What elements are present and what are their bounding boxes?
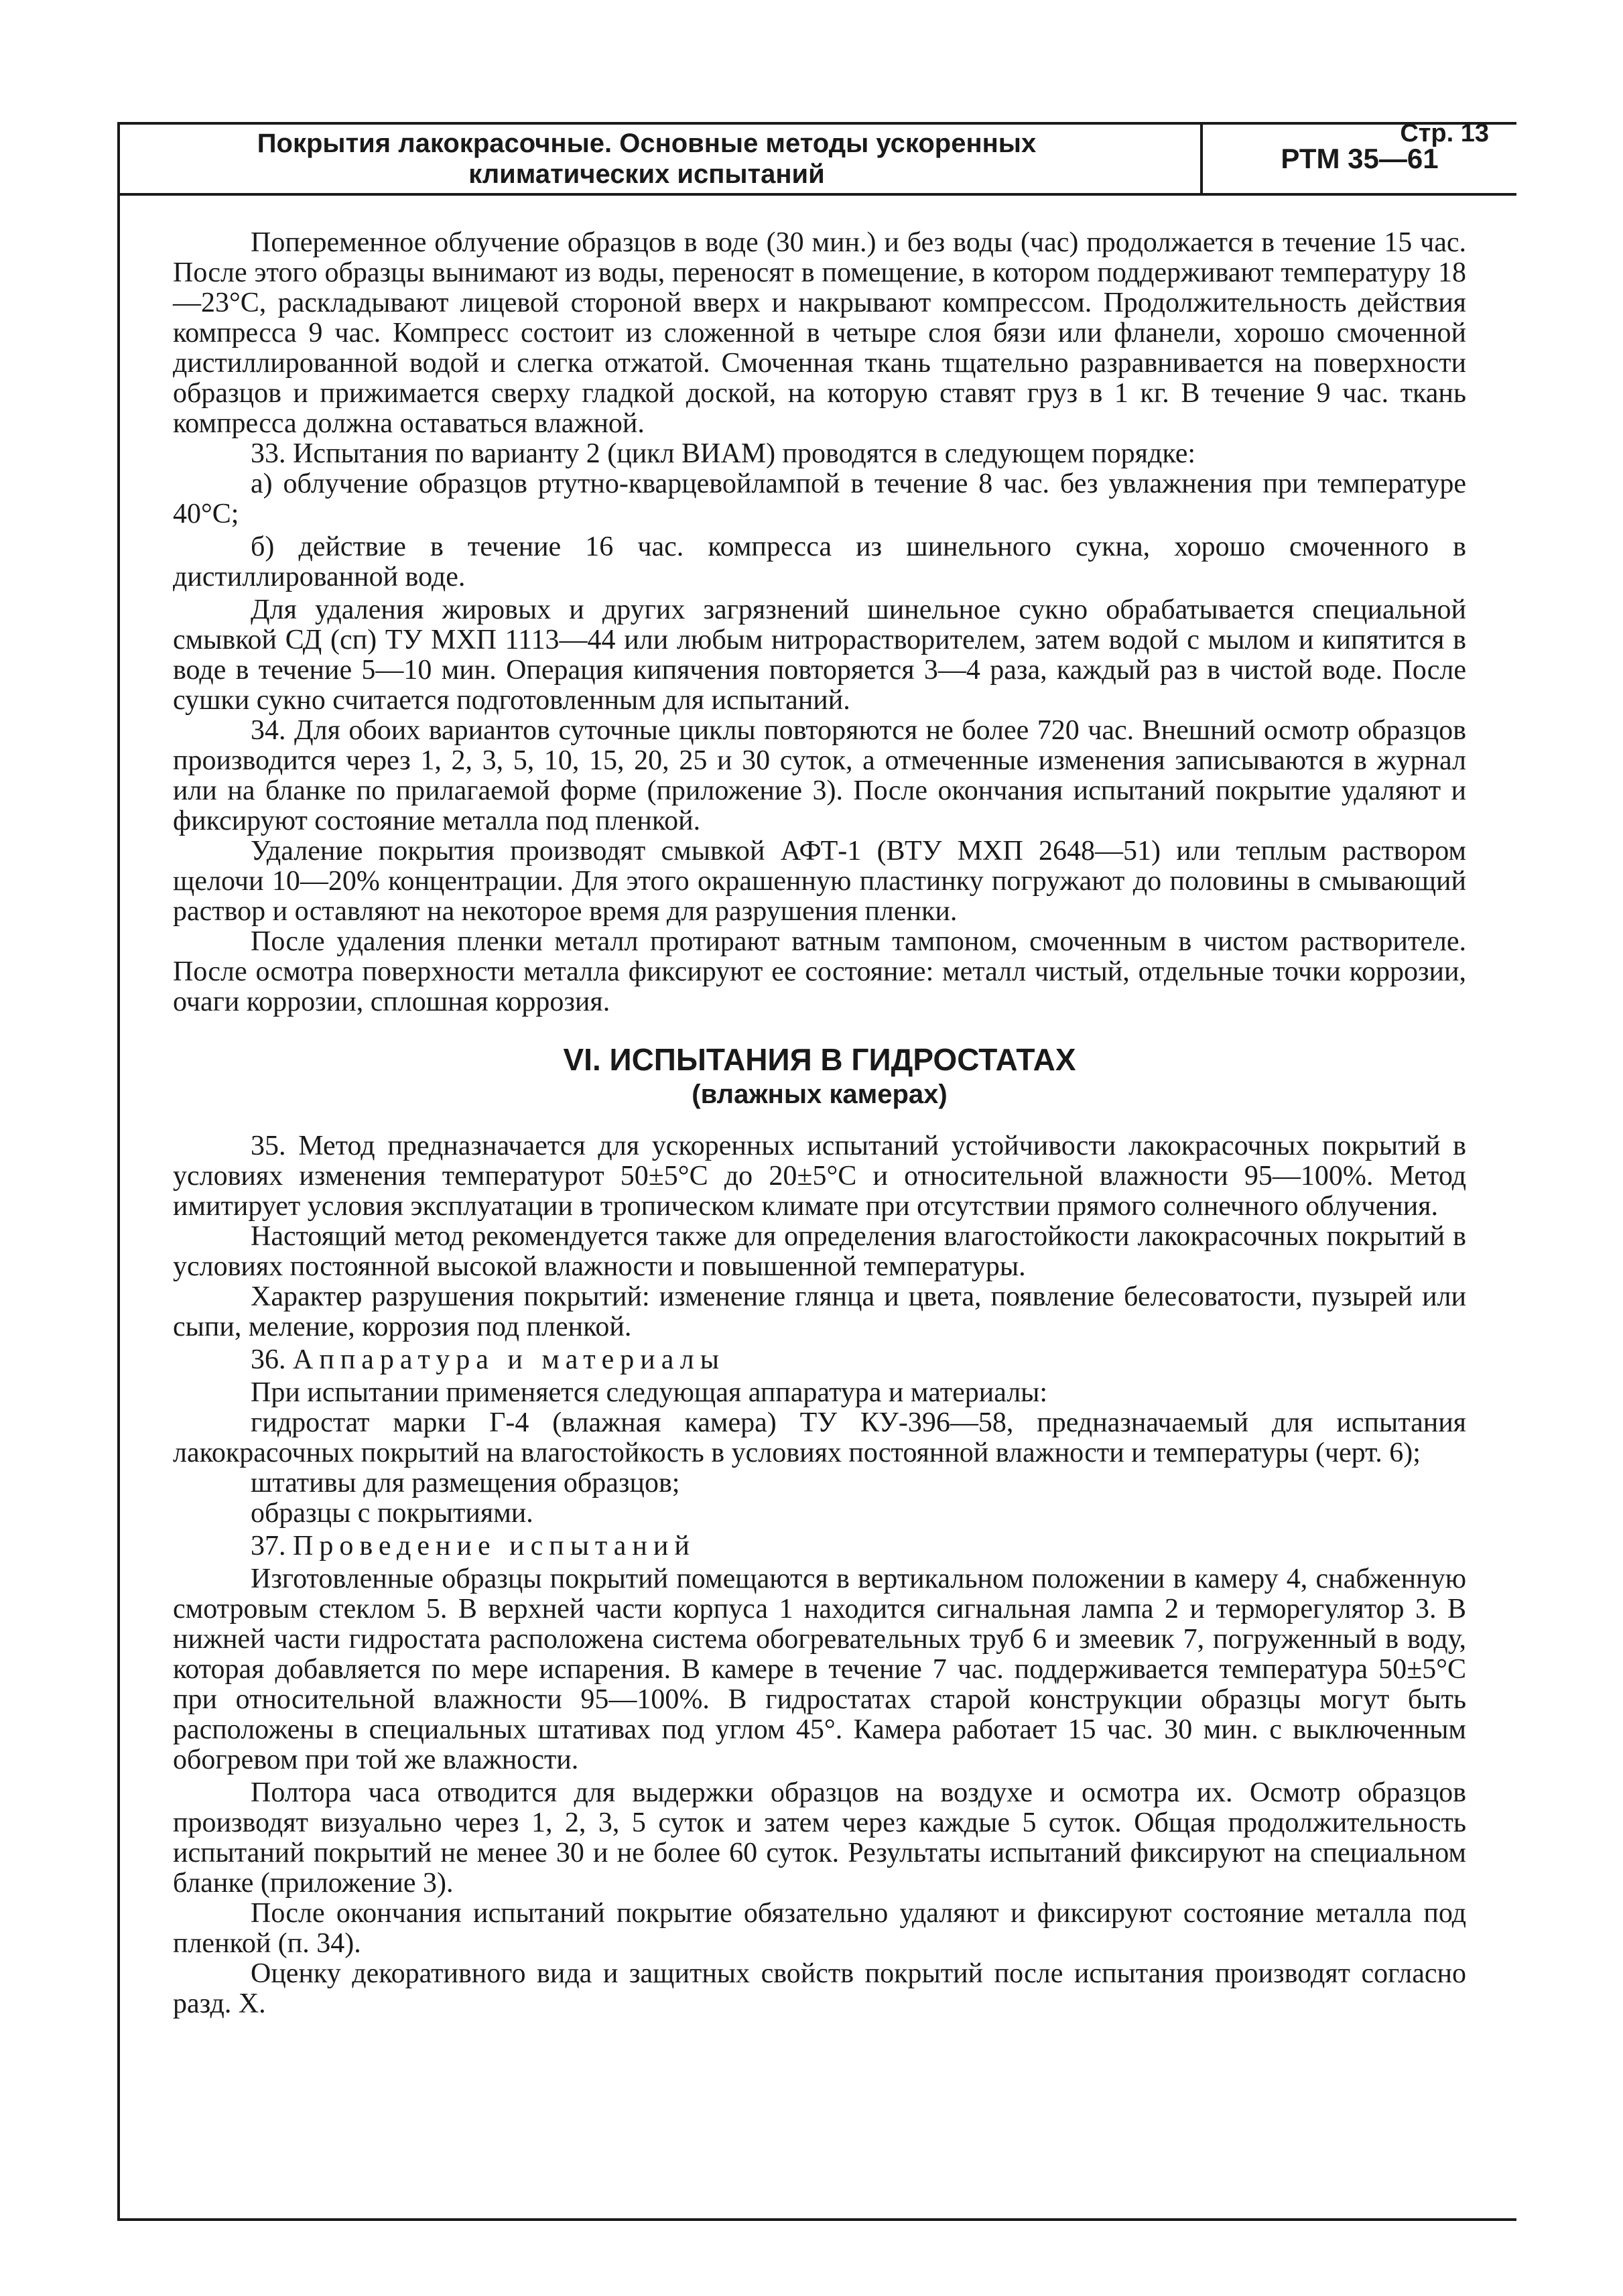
paragraph: Удаление покрытия производят смывкой АФТ-1 (ВТУ МХП 2648—51) или теплым раствором щелочи 10—20% концентрации. Для этого окрашенную пластинку погружают до половины в смывающий раствор и оставляют на некоторое время для разрушения пленки. — [173, 836, 1466, 927]
header-title-line1: Покрытия лакокрасочные. Основные методы ускоренных — [257, 129, 1037, 158]
page-number: Стр. 13 — [1400, 119, 1489, 147]
subheading-number: 36. — [251, 1344, 286, 1375]
section-title: VI. ИСПЫТАНИЯ В ГИДРОСТАТАХ — [563, 1042, 1076, 1077]
paragraph: Изготовленные образцы покрытий помещаются в вертикальном положении в камеру 4, снабженную смотровым стеклом 5. В верхней части корпуса 1 находится сигнальная лампа 2 и терморегулятор 3. В нижней части гидростата расположена система обогревательных труб 6 и змеевик 7, погруженный в воду, которая добавляется по мере испарения. В камере в течение 7 час. поддерживается температура 50±5°С при относительной влажности 95—100%. В гидростатах старой конструкции образцы могут быть расположены в специальных штативах под углом 45°. Камера работает 15 час. 30 мин. с выключенным обогревом при той же влажности. — [173, 1564, 1466, 1775]
list-item-a: а) облучение образцов ртутно-кварцевойлампой в течение 8 час. без увлажнения при температуре 40°С; — [173, 468, 1466, 529]
paragraph: При испытании применяется следующая аппаратура и материалы: — [251, 1377, 1048, 1408]
header-title — [120, 125, 1203, 193]
paragraph: гидростат марки Г-4 (влажная камера) ТУ КУ-396—58, предназначаемый для испытания лакокрасочных покрытий на влагостойкость в условиях постоянной влажности и температуры (черт. 6); — [173, 1407, 1466, 1468]
bottom-border-rule — [117, 2218, 1516, 2221]
paragraph: Для удаления жировых и других загрязнений шинельное сукно обрабатывается специальной смывкой СД (сп) ТУ МХП 1113—44 или любым нитрорастворителем, затем водой с мылом и кипятится в воде в течение 5—10 мин. Операция кипячения повторяется 3—4 раза, каждый раз в чистой воде. После сушки сукно считается подготовленным для испытаний. — [173, 594, 1466, 716]
paragraph: Характер разрушения покрытий: изменение глянца и цвета, появление белесоватости, пузырей или сыпи, меление, коррозия под пленкой. — [173, 1281, 1466, 1342]
paragraph: После удаления пленки металл протирают ватным тампоном, смоченным в чистом растворителе. После осмотра поверхности металла фиксируют ее состояние: металл чистый, отдельные точки коррозии, очаги коррозии, сплошная коррозия. — [173, 926, 1466, 1017]
paragraph: Полтора часа отводится для выдержки образцов на воздухе и осмотра их. Осмотр образцов производят визуально через 1, 2, 3, 5 суток и затем через каждые 5 суток. Общая продолжительность испытаний покрытий не менее 30 и не более 60 суток. Результаты испытаний фиксируют на специальном бланке (приложение 3). — [173, 1777, 1466, 1899]
subheading-37 — [173, 1531, 1466, 1561]
paragraph: Попеременное облучение образцов в воде (30 мин.) и без воды (час) продолжается в течение 15 час. После этого образцы вынимают из воды, переносят в помещение, в котором поддерживают температуру 18—23°С, раскладывают лицевой стороной вверх и накрывают компрессом. Продолжительность действия компресса 9 час. Компресс состоит из сложенной в четыре слоя бязи или фланели, хорошо смоченной дистиллированной водой и слегка отжатой. Смоченная ткань тщательно разравнивается на поверхности образцов и прижимается сверху гладкой доской, на которую ставят груз в 1 кг. В течение 9 час. ткань компресса должна оставаться влажной. — [173, 227, 1466, 439]
document-header — [117, 122, 1516, 196]
paragraph: После окончания испытаний покрытие обязательно удаляют и фиксируют состояние металла под пленкой (п. 34). — [173, 1898, 1466, 1959]
subheading-number: 37. — [251, 1531, 286, 1561]
left-border-rule — [117, 194, 120, 2221]
paragraph-33: 33. Испытания по варианту 2 (цикл ВИАМ) проводятся в следующем порядке: — [251, 438, 1196, 469]
paragraph: Оценку декоративного вида и защитных свойств покрытий после испытания производят согласно разд. X. — [173, 1958, 1466, 2019]
subheading-text: Проведение испытаний — [293, 1531, 696, 1561]
document-body — [173, 228, 1466, 2019]
header-title-line2: климатических испытаний — [468, 160, 825, 189]
subheading-text: Аппаратура и материалы — [293, 1344, 725, 1375]
paragraph-34: 34. Для обоих вариантов суточные циклы повторяются не более 720 час. Внешний осмотр образцов производится через 1, 2, 3, 5, 10, 15, 20, 25 и 30 суток, а отмеченные изменения записываются в журнал или на бланке по прилагаемой форме (приложение 3). После окончания испытаний покрытие удаляют и фиксируют состояние металла под пленкой. — [173, 715, 1466, 836]
list-item: образцы с покрытиями. — [251, 1498, 533, 1529]
paragraph: Настоящий метод рекомендуется также для определения влагостойкости лакокрасочных покрытий в условиях постоянной высокой влажности и повышенной температуры. — [173, 1221, 1466, 1282]
section-subtitle: (влажных камерах) — [692, 1080, 948, 1109]
list-item-b: б) действие в течение 16 час. компресса из шинельного сукна, хорошо смоченного в дистиллированной воде. — [173, 531, 1466, 592]
paragraph-35: 35. Метод предназначается для ускоренных испытаний устойчивости лакокрасочных покрытий в условиях изменения температурот 50±5°С до 20±5°С и относительной влажности 95—100%. Метод имитирует условия эксплуатации в тропическом климате при отсутствии прямого солнечного облучения. — [173, 1131, 1466, 1222]
list-item: штативы для размещения образцов; — [251, 1468, 680, 1498]
document-code: РТМ 35—61 — [1281, 143, 1439, 174]
subheading-36 — [173, 1345, 1466, 1375]
